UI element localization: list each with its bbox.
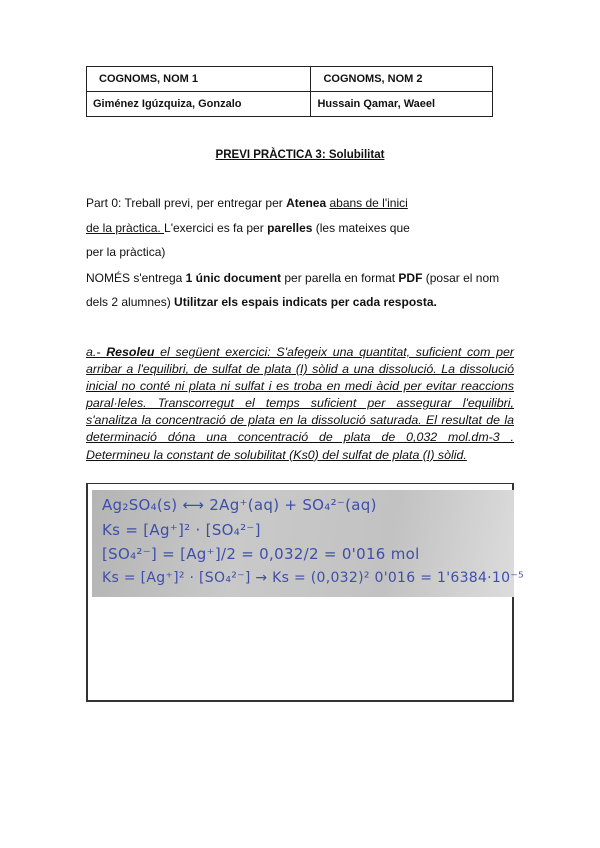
- page-title: PREVI PRÀCTICA 3: Solubilitat: [215, 149, 385, 161]
- names-table: [86, 66, 493, 117]
- exercise-statement: [86, 344, 514, 464]
- exercise-label: a.-: [86, 345, 107, 359]
- intro-line-4: [86, 271, 499, 285]
- header-name-2: COGNOMS, NOM 2: [311, 67, 493, 92]
- atenea-bold: Atenea: [286, 196, 327, 210]
- exercise-verb: Resoleu: [106, 345, 155, 359]
- deadline-underlined: abans de l'inici: [329, 196, 408, 210]
- handwritten-line-1: Ag₂SO₄(s) ⟷ 2Ag⁺(aq) + SO₄²⁻(aq): [102, 496, 377, 514]
- header-name-1: COGNOMS, NOM 1: [87, 67, 311, 92]
- handwritten-line-3: [SO₄²⁻] = [Ag⁺]/2 = 0,032/2 = 0'016 mol: [102, 545, 420, 563]
- intro-line-2: [86, 221, 410, 235]
- text: Part 0: Treball previ, per entregar per: [86, 196, 287, 210]
- intro-line-5: [86, 295, 437, 309]
- handwritten-line-4: Ks = [Ag⁺]² · [SO₄²⁻] → Ks = (0,032)² 0'016 = 1'6384·10⁻⁵: [102, 570, 524, 586]
- intro-line-1: [86, 196, 408, 210]
- text: (les mateixes que: [312, 221, 410, 235]
- handwritten-line-2: Ks = [Ag⁺]² · [SO₄²⁻]: [102, 521, 261, 539]
- instructions-bold: Utilitzar els espais indicats per cada resposta.: [174, 295, 437, 309]
- exercise-text: el següent exercici: S'afegeix una quantitat, suficient com per arribar a l'equilibri, de sulfat de plata (I) sòlid a una dissolució. La dissolució inicial no conté ni plata ni sulfat i es troba en medi àcid per evitar reaccions paral·leles. Transcorregut el temps suficient per assegurar l'equilibri, s'analitza la concentració de plata en la dissolució saturada. El resultat de la determinació dóna una concentració de plata de 0,032 mol.dm-3 . Determineu la constant de solubilitat (Ks0) del sulfat de plata (I) sòlid.: [86, 345, 515, 462]
- pdf-bold: PDF: [398, 271, 423, 285]
- text: L'exercici es fa per: [164, 221, 268, 235]
- text: per parella en format: [281, 271, 399, 285]
- text: dels 2 alumnes): [86, 295, 175, 309]
- text: NOMÉS s'entrega: [86, 271, 186, 285]
- table-header-row: [87, 67, 493, 92]
- text: (posar el nom: [422, 271, 500, 285]
- intro-line-3: per la pràctica): [86, 245, 166, 259]
- pairs-bold: parelles: [267, 221, 313, 235]
- student-name-1: Giménez Igúzquiza, Gonzalo: [87, 92, 311, 117]
- deadline-underlined: de la pràctica.: [86, 221, 165, 235]
- handwritten-answer-image: [92, 490, 524, 597]
- single-doc-bold: 1 únic document: [185, 271, 282, 285]
- student-name-2: Hussain Qamar, Waeel: [311, 92, 493, 117]
- table-row: [87, 92, 493, 117]
